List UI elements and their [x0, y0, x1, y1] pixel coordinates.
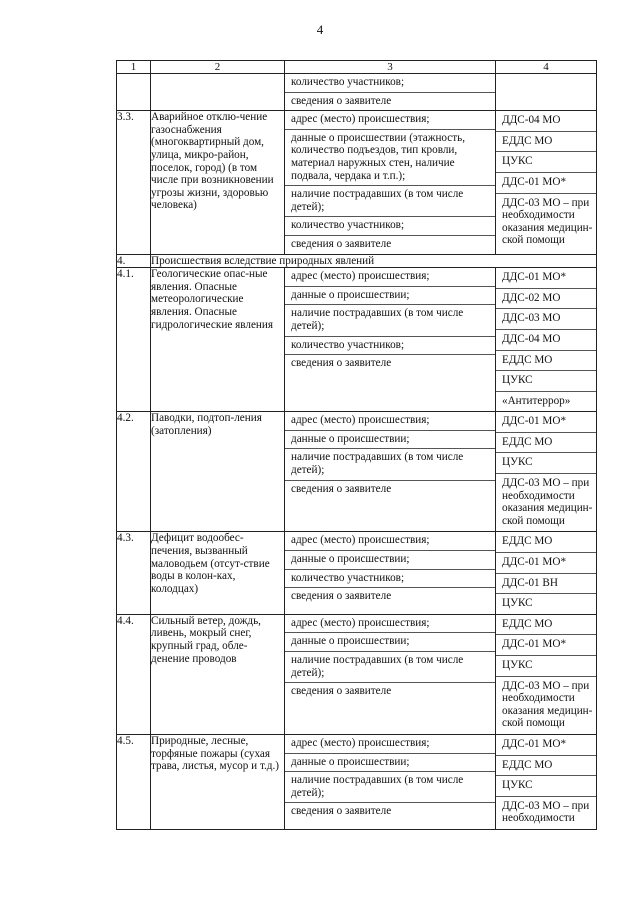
service-item: ЦУКС — [496, 152, 596, 173]
page-number: 4 — [316, 22, 324, 37]
services — [496, 74, 597, 111]
service-item: ЦУКС — [496, 453, 596, 474]
info-item: адрес (место) происшествия; — [285, 268, 495, 287]
info-item: адрес (место) происшествия; — [285, 532, 495, 551]
table-header-row — [117, 61, 597, 74]
info-item: адрес (место) происшествия; — [285, 412, 495, 431]
service-item: ДДС-01 МО* — [496, 268, 596, 289]
table-row — [117, 614, 597, 734]
services — [496, 532, 597, 614]
services — [496, 268, 597, 412]
incident-name: Дефицит водообес-печения, вызванный маловодьем (отсут-ствие воды в колон-ках, колодцах) — [151, 532, 285, 614]
incident-name — [151, 74, 285, 111]
info-items — [285, 532, 496, 614]
info-item: наличие пострадавших (в том числе детей); — [285, 652, 495, 683]
service-item: ДДС-03 МО – при необходимости оказания медицин-ской помощи — [502, 196, 593, 247]
service-item: ДДС-01 МО* — [496, 412, 596, 433]
service-item: «Антитеррор» — [502, 394, 571, 407]
info-item: адрес (место) происшествия; — [285, 735, 495, 754]
info-item: данные о происшествии; — [285, 431, 495, 450]
incident-name: Природные, лесные, торфяные пожары (сухая трава, листья, мусор и т.д.) — [151, 734, 285, 829]
info-item: сведения о заявителе — [291, 685, 392, 698]
table-row — [117, 734, 597, 829]
service-item: ЦУКС — [496, 776, 596, 797]
column-header: 2 — [151, 61, 285, 74]
row-number: 3.3. — [117, 111, 151, 254]
info-items — [285, 111, 496, 254]
service-item: ДДС-01 МО* — [496, 173, 596, 194]
incident-name: Аварийное отклю-чение газоснабжения (многоквартирный дом, улица, микро-район, поселок, город) (в том числе при возникновении угрозы жизни, здоровью человека) — [151, 111, 285, 254]
info-item: наличие пострадавших (в том числе детей); — [285, 305, 495, 336]
info-items — [285, 412, 496, 532]
service-item: ЦУКС — [496, 371, 596, 392]
service-item: ЦУКС — [502, 597, 533, 610]
info-item: адрес (место) происшествия; — [285, 615, 495, 634]
service-item: ЕДДС МО — [496, 433, 596, 454]
services — [496, 734, 597, 829]
table-row — [117, 268, 597, 412]
section-number: 4. — [117, 254, 151, 268]
service-item: ЕДДС МО — [496, 532, 596, 553]
service-item: ЕДДС МО — [496, 132, 596, 153]
row-number: 4.2. — [117, 412, 151, 532]
service-item: ДДС-04 МО — [496, 330, 596, 351]
row-number: 4.5. — [117, 734, 151, 829]
info-item: количество участников; — [285, 74, 495, 93]
service-item: ДДС-01 МО* — [496, 635, 596, 656]
services — [496, 412, 597, 532]
column-header: 4 — [496, 61, 597, 74]
info-item: количество участников; — [285, 217, 495, 236]
info-item: сведения о заявителе — [291, 482, 392, 495]
info-items — [285, 74, 496, 111]
service-item: ДДС-01 ВН — [496, 574, 596, 595]
incident-name: Паводки, подтоп-ления (затопления) — [151, 412, 285, 532]
row-number: 4.1. — [117, 268, 151, 412]
service-item: ЕДДС МО — [496, 756, 596, 777]
services — [496, 614, 597, 734]
column-header: 1 — [117, 61, 151, 74]
service-item: ДДС-02 МО — [496, 289, 596, 310]
table-row — [117, 412, 597, 532]
service-item: ЦУКС — [496, 656, 596, 677]
info-item: данные о происшествии; — [285, 633, 495, 652]
incident-table — [116, 60, 597, 830]
incident-name: Сильный ветер, дождь, ливень, мокрый снег, крупный град, обле-денение проводов — [151, 614, 285, 734]
incident-name: Геологические опас-ные явления. Опасные метеорологические явления. Опасные гидрологические явления — [151, 268, 285, 412]
info-items — [285, 268, 496, 412]
info-item: данные о происшествии; — [285, 754, 495, 773]
info-item: наличие пострадавших (в том числе детей); — [285, 449, 495, 480]
info-item: данные о происшествии (этажность, количество подъездов, тип кровли, материал наружных стен, наличие подвала, чердака и т.п.); — [285, 130, 495, 186]
service-item: ДДС-03 МО – при необходимости оказания медицин-ской помощи — [502, 477, 593, 527]
service-item: ДДС-04 МО — [496, 111, 596, 132]
info-item: сведения о заявителе — [291, 94, 392, 107]
service-item: ДДС-03 МО – при необходимости оказания медицин-ской помощи — [502, 679, 593, 730]
info-item: сведения о заявителе — [291, 237, 392, 250]
service-item: ДДС-01 МО* — [496, 735, 596, 756]
info-item: данные о происшествии; — [285, 551, 495, 570]
info-item: сведения о заявителе — [291, 805, 392, 818]
info-item: количество участников; — [285, 337, 495, 356]
info-items — [285, 734, 496, 829]
section-row — [117, 254, 597, 268]
table-row — [117, 111, 597, 254]
services — [496, 111, 597, 254]
info-item: наличие пострадавших (в том числе детей); — [285, 186, 495, 217]
row-number — [117, 74, 151, 111]
info-item: количество участников; — [285, 570, 495, 589]
section-title: Происшествия вследствие природных явлений — [151, 254, 597, 268]
row-number: 4.4. — [117, 614, 151, 734]
info-item: данные о происшествии; — [285, 287, 495, 306]
service-item: ДДС-01 МО* — [496, 553, 596, 574]
info-items — [285, 614, 496, 734]
row-number: 4.3. — [117, 532, 151, 614]
info-item: сведения о заявителе — [291, 357, 392, 370]
info-item: сведения о заявителе — [291, 590, 392, 603]
table-row — [117, 74, 597, 111]
service-item: ЕДДС МО — [496, 351, 596, 372]
service-item: ДДС-03 МО – при необходимости — [502, 799, 590, 825]
service-item: ДДС-03 МО — [496, 309, 596, 330]
info-item: наличие пострадавших (в том числе детей); — [285, 772, 495, 803]
info-item: адрес (место) происшествия; — [285, 111, 495, 130]
column-header: 3 — [285, 61, 496, 74]
table-row — [117, 532, 597, 614]
service-item: ЕДДС МО — [496, 615, 596, 636]
